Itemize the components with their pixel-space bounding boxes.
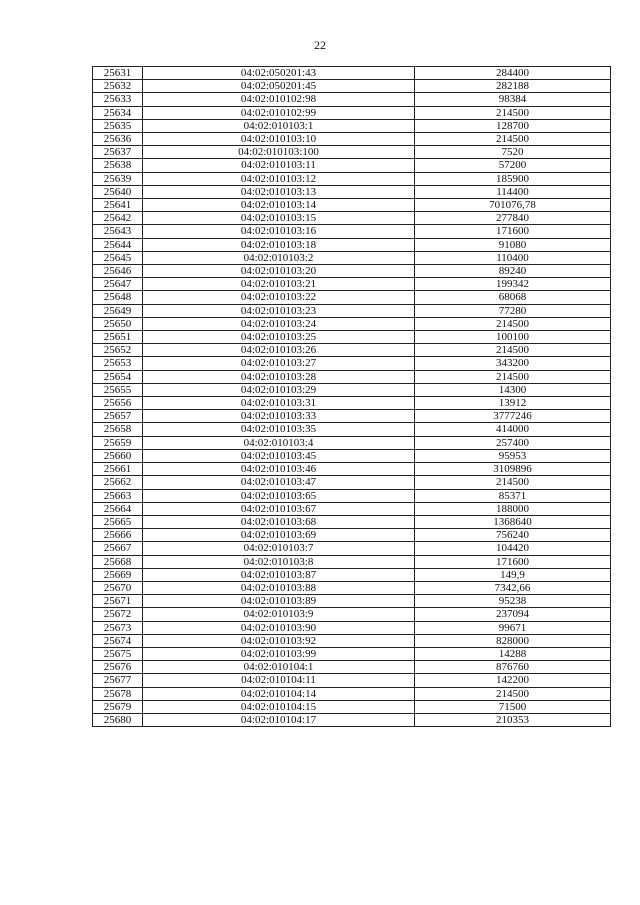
cadastral-value-cell: 100100 [415,331,611,344]
row-number-cell: 25670 [93,581,143,594]
cadastral-value-cell: 284400 [415,67,611,80]
table-row [93,581,611,594]
cadastral-number-cell: 04:02:010104:14 [143,687,415,700]
cadastral-value-cell: 214500 [415,317,611,330]
row-number-cell: 25668 [93,555,143,568]
cadastral-value-cell: 214500 [415,344,611,357]
table-row [93,291,611,304]
row-number-cell: 25648 [93,291,143,304]
table-row [93,278,611,291]
cadastral-number-cell: 04:02:010103:1 [143,119,415,132]
cadastral-number-cell: 04:02:010103:90 [143,621,415,634]
cadastral-value-cell: 104420 [415,542,611,555]
cadastral-number-cell: 04:02:050201:45 [143,80,415,93]
row-number-cell: 25635 [93,119,143,132]
cadastral-number-cell: 04:02:010103:7 [143,542,415,555]
cadastral-number-cell: 04:02:010104:11 [143,674,415,687]
table-row [93,212,611,225]
row-number-cell: 25658 [93,423,143,436]
row-number-cell: 25655 [93,383,143,396]
cadastral-number-cell: 04:02:010103:67 [143,502,415,515]
cadastral-number-cell: 04:02:010103:23 [143,304,415,317]
table-row [93,423,611,436]
cadastral-value-cell: 343200 [415,357,611,370]
cadastral-number-cell: 04:02:010103:92 [143,634,415,647]
cadastral-value-cell: 171600 [415,555,611,568]
row-number-cell: 25642 [93,212,143,225]
row-number-cell: 25673 [93,621,143,634]
cadastral-value-cell: 188000 [415,502,611,515]
cadastral-value-cell: 68068 [415,291,611,304]
cadastral-number-cell: 04:02:010103:12 [143,172,415,185]
table-row [93,529,611,542]
cadastral-number-cell: 04:02:010103:21 [143,278,415,291]
cadastral-number-cell: 04:02:010103:14 [143,199,415,212]
table-row [93,595,611,608]
row-number-cell: 25675 [93,647,143,660]
cadastral-number-cell: 04:02:010104:15 [143,700,415,713]
table-row [93,661,611,674]
cadastral-value-cell: 3109896 [415,463,611,476]
cadastral-number-cell: 04:02:010103:2 [143,251,415,264]
cadastral-number-cell: 04:02:010104:1 [143,661,415,674]
cadastral-value-cell: 277840 [415,212,611,225]
cadastral-value-cell: 71500 [415,700,611,713]
cadastral-value-cell: 701076,78 [415,199,611,212]
table-row [93,317,611,330]
cadastral-value-table [92,66,611,727]
row-number-cell: 25660 [93,449,143,462]
table-row [93,106,611,119]
table-row [93,119,611,132]
row-number-cell: 25666 [93,529,143,542]
row-number-cell: 25643 [93,225,143,238]
table-row [93,436,611,449]
cadastral-number-cell: 04:02:010103:13 [143,185,415,198]
table-row [93,172,611,185]
table-body [93,67,611,727]
table-row [93,542,611,555]
cadastral-number-cell: 04:02:010103:26 [143,344,415,357]
cadastral-number-cell: 04:02:010103:10 [143,133,415,146]
table-row [93,674,611,687]
table-row [93,489,611,502]
cadastral-number-cell: 04:02:010103:45 [143,449,415,462]
table-row [93,700,611,713]
cadastral-number-cell: 04:02:010103:47 [143,476,415,489]
cadastral-value-cell: 98384 [415,93,611,106]
row-number-cell: 25656 [93,397,143,410]
table-row [93,383,611,396]
cadastral-value-cell: 214500 [415,133,611,146]
cadastral-value-cell: 91080 [415,238,611,251]
cadastral-value-cell: 99671 [415,621,611,634]
cadastral-value-cell: 237094 [415,608,611,621]
cadastral-number-cell: 04:02:010103:65 [143,489,415,502]
cadastral-value-cell: 414000 [415,423,611,436]
table-row [93,238,611,251]
table-row [93,80,611,93]
cadastral-number-cell: 04:02:010103:18 [143,238,415,251]
row-number-cell: 25680 [93,713,143,726]
cadastral-value-cell: 142200 [415,674,611,687]
row-number-cell: 25636 [93,133,143,146]
cadastral-value-cell: 149,9 [415,568,611,581]
row-number-cell: 25639 [93,172,143,185]
cadastral-value-cell: 214500 [415,687,611,700]
cadastral-value-cell: 110400 [415,251,611,264]
cadastral-number-cell: 04:02:010103:33 [143,410,415,423]
row-number-cell: 25661 [93,463,143,476]
table-row [93,647,611,660]
row-number-cell: 25637 [93,146,143,159]
cadastral-number-cell: 04:02:010103:16 [143,225,415,238]
table-row [93,265,611,278]
row-number-cell: 25667 [93,542,143,555]
table-row [93,225,611,238]
cadastral-number-cell: 04:02:010103:31 [143,397,415,410]
cadastral-number-cell: 04:02:010103:28 [143,370,415,383]
cadastral-value-cell: 828000 [415,634,611,647]
table-row [93,449,611,462]
row-number-cell: 25644 [93,238,143,251]
cadastral-number-cell: 04:02:050201:43 [143,67,415,80]
cadastral-number-cell: 04:02:010103:69 [143,529,415,542]
cadastral-value-cell: 7342,66 [415,581,611,594]
table-row [93,463,611,476]
table-row [93,357,611,370]
table-row [93,370,611,383]
cadastral-number-cell: 04:02:010103:27 [143,357,415,370]
cadastral-number-cell: 04:02:010103:8 [143,555,415,568]
cadastral-value-cell: 1368640 [415,515,611,528]
table-row [93,476,611,489]
cadastral-number-cell: 04:02:010103:89 [143,595,415,608]
cadastral-value-cell: 14300 [415,383,611,396]
row-number-cell: 25632 [93,80,143,93]
cadastral-value-cell: 85371 [415,489,611,502]
row-number-cell: 25649 [93,304,143,317]
table-row [93,331,611,344]
cadastral-number-cell: 04:02:010103:24 [143,317,415,330]
row-number-cell: 25662 [93,476,143,489]
table-row [93,397,611,410]
table-row [93,515,611,528]
cadastral-value-cell: 214500 [415,476,611,489]
cadastral-number-cell: 04:02:010103:20 [143,265,415,278]
cadastral-value-cell: 171600 [415,225,611,238]
cadastral-value-cell: 257400 [415,436,611,449]
cadastral-number-cell: 04:02:010103:88 [143,581,415,594]
cadastral-value-cell: 114400 [415,185,611,198]
row-number-cell: 25650 [93,317,143,330]
row-number-cell: 25665 [93,515,143,528]
row-number-cell: 25647 [93,278,143,291]
cadastral-value-cell: 185900 [415,172,611,185]
cadastral-number-cell: 04:02:010103:46 [143,463,415,476]
cadastral-value-cell: 199342 [415,278,611,291]
cadastral-value-cell: 13912 [415,397,611,410]
table-row [93,621,611,634]
row-number-cell: 25678 [93,687,143,700]
row-number-cell: 25671 [93,595,143,608]
row-number-cell: 25638 [93,159,143,172]
row-number-cell: 25651 [93,331,143,344]
row-number-cell: 25659 [93,436,143,449]
cadastral-value-cell: 214500 [415,106,611,119]
row-number-cell: 25654 [93,370,143,383]
row-number-cell: 25653 [93,357,143,370]
table-row [93,67,611,80]
cadastral-number-cell: 04:02:010103:99 [143,647,415,660]
cadastral-number-cell: 04:02:010103:35 [143,423,415,436]
cadastral-number-cell: 04:02:010103:87 [143,568,415,581]
table-row [93,568,611,581]
table-row [93,93,611,106]
table-row [93,199,611,212]
table-row [93,713,611,726]
row-number-cell: 25674 [93,634,143,647]
cadastral-value-cell: 3777246 [415,410,611,423]
table-row [93,304,611,317]
cadastral-value-cell: 876760 [415,661,611,674]
cadastral-value-cell: 89240 [415,265,611,278]
cadastral-number-cell: 04:02:010103:22 [143,291,415,304]
table-row [93,159,611,172]
cadastral-value-cell: 128700 [415,119,611,132]
cadastral-number-cell: 04:02:010103:29 [143,383,415,396]
cadastral-number-cell: 04:02:010103:9 [143,608,415,621]
row-number-cell: 25633 [93,93,143,106]
table-row [93,185,611,198]
cadastral-value-cell: 95953 [415,449,611,462]
table-row [93,344,611,357]
row-number-cell: 25645 [93,251,143,264]
cadastral-number-cell: 04:02:010103:68 [143,515,415,528]
table-row [93,687,611,700]
cadastral-number-cell: 04:02:010103:100 [143,146,415,159]
row-number-cell: 25652 [93,344,143,357]
table-row [93,555,611,568]
table-row [93,410,611,423]
row-number-cell: 25664 [93,502,143,515]
cadastral-value-cell: 282188 [415,80,611,93]
cadastral-value-cell: 7520 [415,146,611,159]
row-number-cell: 25672 [93,608,143,621]
table-row [93,146,611,159]
cadastral-number-cell: 04:02:010103:25 [143,331,415,344]
row-number-cell: 25669 [93,568,143,581]
cadastral-value-cell: 756240 [415,529,611,542]
table-row [93,608,611,621]
cadastral-value-cell: 57200 [415,159,611,172]
cadastral-value-cell: 210353 [415,713,611,726]
cadastral-value-cell: 95238 [415,595,611,608]
table-row [93,133,611,146]
row-number-cell: 25657 [93,410,143,423]
row-number-cell: 25640 [93,185,143,198]
row-number-cell: 25641 [93,199,143,212]
cadastral-number-cell: 04:02:010102:98 [143,93,415,106]
row-number-cell: 25646 [93,265,143,278]
cadastral-value-cell: 14288 [415,647,611,660]
cadastral-number-cell: 04:02:010103:4 [143,436,415,449]
row-number-cell: 25634 [93,106,143,119]
row-number-cell: 25631 [93,67,143,80]
cadastral-number-cell: 04:02:010102:99 [143,106,415,119]
cadastral-value-cell: 77280 [415,304,611,317]
table-row [93,502,611,515]
row-number-cell: 25663 [93,489,143,502]
row-number-cell: 25677 [93,674,143,687]
cadastral-number-cell: 04:02:010104:17 [143,713,415,726]
cadastral-number-cell: 04:02:010103:15 [143,212,415,225]
table-row [93,634,611,647]
row-number-cell: 25676 [93,661,143,674]
page-number: 22 [314,38,326,52]
table-row [93,251,611,264]
cadastral-number-cell: 04:02:010103:11 [143,159,415,172]
cadastral-value-cell: 214500 [415,370,611,383]
row-number-cell: 25679 [93,700,143,713]
